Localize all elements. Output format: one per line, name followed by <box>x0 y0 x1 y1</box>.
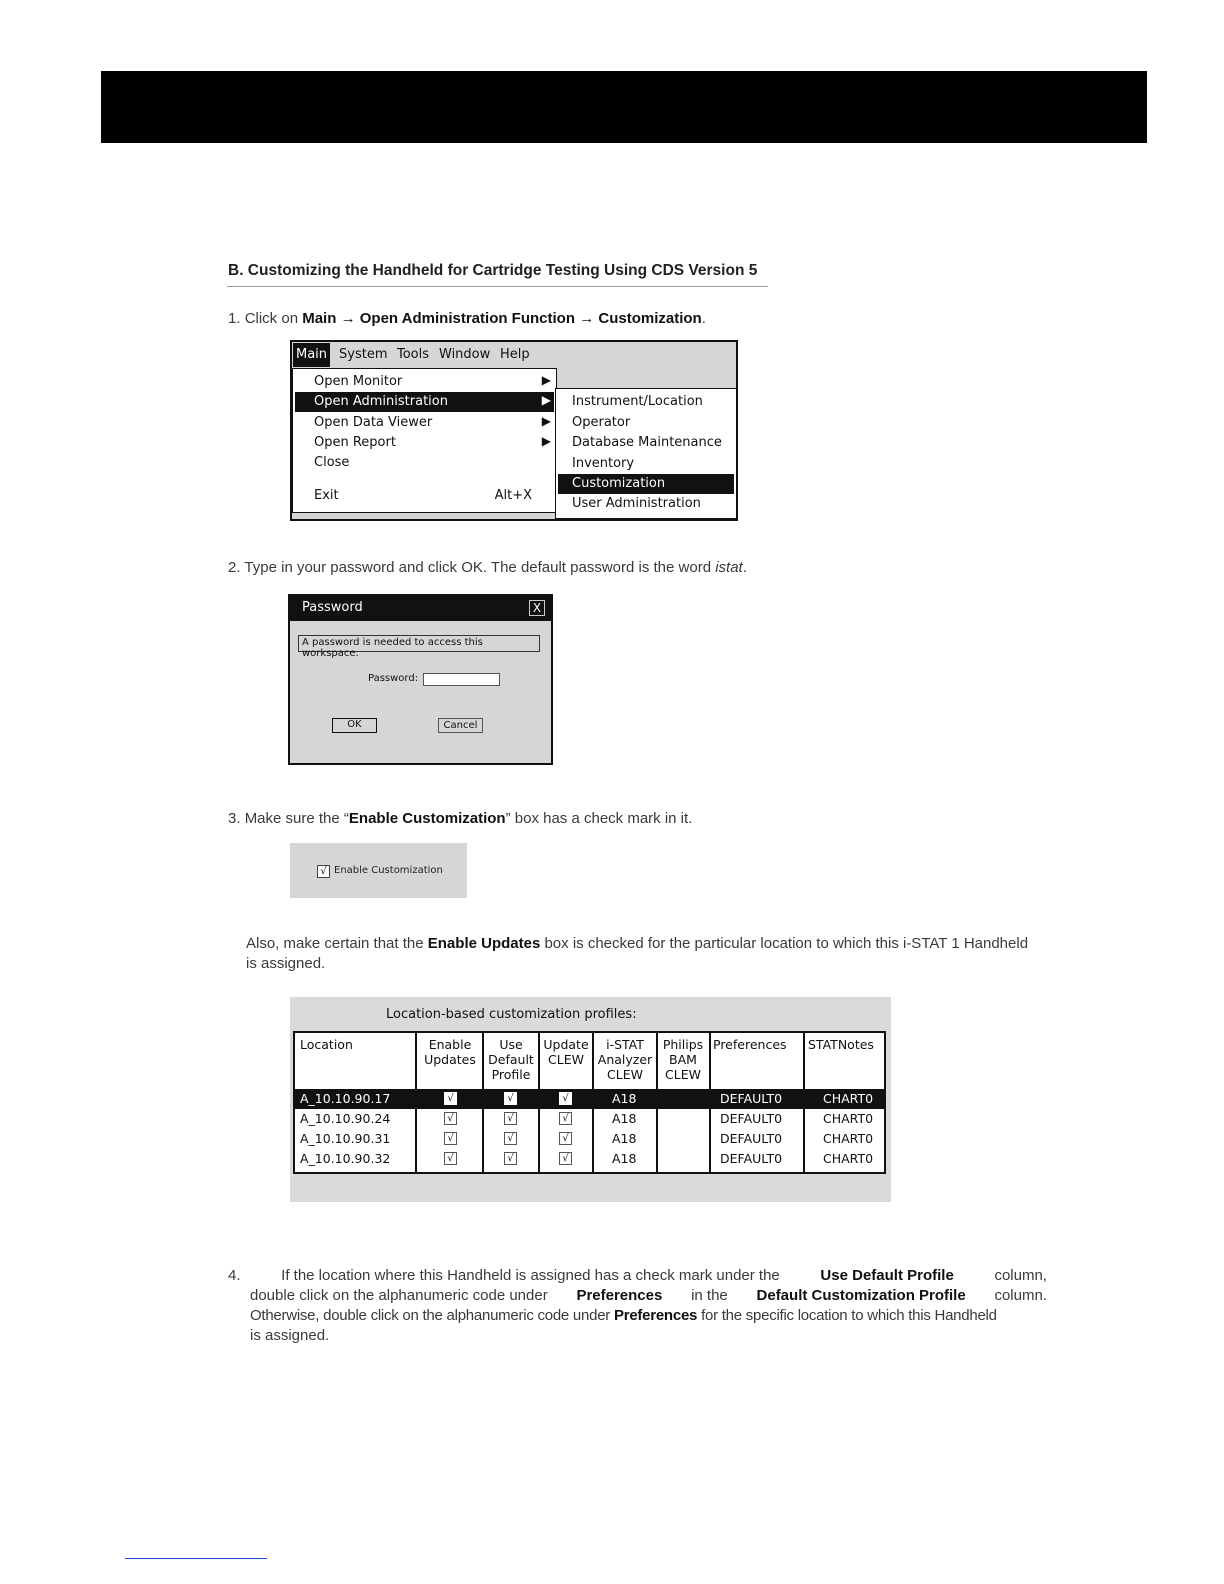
cell-istat: A18 <box>612 1111 637 1126</box>
column-divider <box>592 1033 594 1172</box>
cell-preferences[interactable]: DEFAULT0 <box>720 1111 783 1126</box>
cell-statnotes: CHART0 <box>823 1091 874 1106</box>
cell-statnotes: CHART0 <box>823 1131 874 1146</box>
update-clew-checkbox[interactable]: √ <box>559 1152 572 1165</box>
step-bold: Open Administration Function <box>359 310 576 327</box>
menu-help[interactable]: Help <box>500 347 530 362</box>
cell-istat: A18 <box>612 1151 637 1166</box>
also-paragraph-line2: is assigned. <box>246 955 326 972</box>
column-divider <box>538 1033 540 1172</box>
arrow-icon: → <box>340 310 356 327</box>
enable-updates-checkbox[interactable]: √ <box>444 1112 457 1125</box>
step-number: 2. <box>228 559 241 576</box>
table-row[interactable] <box>295 1129 884 1149</box>
submenu-item-customization[interactable]: Customization <box>558 474 734 494</box>
menu-item-open-data-viewer[interactable] <box>295 413 554 433</box>
step-text: Make sure the “ <box>244 810 349 824</box>
step-4-line-2 <box>250 1286 1047 1306</box>
col-header-text: CLEW <box>607 1067 643 1082</box>
col-header-text: Update <box>543 1037 589 1052</box>
col-header-statnotes <box>808 1037 874 1052</box>
menu-item-label: Open Monitor <box>314 374 403 389</box>
menu-item-exit[interactable] <box>295 486 554 506</box>
table-row[interactable] <box>295 1149 884 1169</box>
update-clew-checkbox[interactable]: √ <box>559 1112 572 1125</box>
menu-main[interactable]: Main <box>293 343 330 367</box>
password-input[interactable] <box>423 673 500 686</box>
cell-preferences[interactable]: DEFAULT0 <box>720 1151 783 1166</box>
menu-item-open-monitor[interactable] <box>295 372 554 392</box>
cell-preferences[interactable]: DEFAULT0 <box>720 1131 783 1146</box>
step-text: column. <box>994 1287 1047 1304</box>
col-header-text: Philips <box>662 1037 704 1052</box>
password-label: Password: <box>368 673 419 684</box>
menu-screenshot <box>290 340 738 521</box>
col-header-text: Analyzer <box>597 1052 653 1067</box>
step-bold: Default Customization Profile <box>756 1287 966 1304</box>
use-default-profile-checkbox[interactable]: √ <box>504 1152 517 1165</box>
menu-item-label: Open Report <box>314 435 396 450</box>
step-italic: istat <box>715 559 743 576</box>
menu-item-label: Exit <box>314 488 339 503</box>
step-text: for the specific location to which this Handheld <box>701 1307 997 1324</box>
profiles-table-screenshot <box>290 997 891 1202</box>
menu-window[interactable]: Window <box>439 347 491 362</box>
col-header-preferences <box>713 1037 787 1052</box>
menu-item-label: Open Administration <box>314 394 448 409</box>
enable-updates-checkbox[interactable]: √ <box>444 1152 457 1165</box>
col-header-text: Default <box>488 1052 534 1067</box>
cell-statnotes: CHART0 <box>823 1151 874 1166</box>
step-text: ” box has a check mark in it. <box>505 810 693 824</box>
dialog-title: Password <box>302 600 363 615</box>
step-text: . <box>742 559 747 576</box>
table-row[interactable] <box>295 1089 884 1109</box>
col-header-text: Preferences <box>713 1037 787 1052</box>
menu-tools[interactable]: Tools <box>397 347 430 362</box>
menu-item-open-report[interactable] <box>295 433 554 453</box>
table-title: Location-based customization profiles: <box>386 1007 637 1022</box>
step-bold: Use Default Profile <box>820 1267 954 1284</box>
submenu-arrow-icon: ▶ <box>541 373 551 387</box>
submenu-item-instrument-location[interactable]: Instrument/Location <box>572 394 703 409</box>
menu-bar <box>292 342 736 368</box>
menu-item-label: Close <box>314 455 350 470</box>
heading-divider <box>227 286 768 287</box>
cell-location: A_10.10.90.31 <box>300 1131 391 1146</box>
use-default-profile-checkbox[interactable]: √ <box>504 1132 517 1145</box>
cell-preferences[interactable]: DEFAULT0 <box>720 1091 783 1106</box>
column-divider <box>656 1033 658 1172</box>
step-bold: Preferences <box>576 1287 663 1304</box>
column-divider <box>803 1033 805 1172</box>
step-bold: Enable Customization <box>348 810 506 824</box>
profiles-table <box>293 1031 886 1174</box>
step-1 <box>228 309 706 329</box>
step-text: Click on <box>244 310 299 327</box>
ok-button[interactable]: OK <box>332 718 377 733</box>
dialog-message: A password is needed to access this workspace. <box>298 635 540 652</box>
step-text: double click on the alphanumeric code under <box>250 1287 548 1304</box>
step-4-line-1 <box>228 1266 1047 1286</box>
enable-updates-checkbox[interactable]: √ <box>444 1092 457 1105</box>
step-text: Otherwise, double click on the alphanumeric code under <box>250 1307 611 1324</box>
step-bold: Customization <box>598 310 702 327</box>
cell-location: A_10.10.90.32 <box>300 1151 391 1166</box>
step-text: Also, make certain that the <box>246 935 424 952</box>
enable-customization-checkbox[interactable]: √ <box>317 865 330 878</box>
submenu-arrow-icon: ▶ <box>541 414 551 428</box>
col-header-text: i-STAT <box>606 1037 644 1052</box>
step-4-line-3 <box>250 1306 997 1326</box>
use-default-profile-checkbox[interactable]: √ <box>504 1092 517 1105</box>
dialog-titlebar <box>290 596 551 621</box>
col-header-text: Location <box>300 1037 353 1052</box>
customization-screenshot <box>290 843 467 898</box>
submenu-item-inventory[interactable]: Inventory <box>572 456 635 471</box>
submenu-arrow-icon: ▶ <box>541 393 551 407</box>
table-row[interactable] <box>295 1109 884 1129</box>
enable-customization-label: Enable Customization <box>334 865 443 876</box>
update-clew-checkbox[interactable]: √ <box>559 1092 572 1105</box>
administration-submenu <box>555 388 737 519</box>
menu-item-open-administration[interactable] <box>295 392 554 412</box>
cell-location: A_10.10.90.17 <box>300 1091 391 1106</box>
close-icon[interactable]: X <box>529 600 545 616</box>
step-text: Type in your password and click OK. The default password is the word <box>244 559 712 576</box>
step-number: 1. <box>228 310 241 327</box>
col-header-text: CLEW <box>548 1052 584 1067</box>
cell-istat: A18 <box>612 1091 637 1106</box>
menu-item-close[interactable] <box>295 453 554 473</box>
col-header-update-clew <box>540 1037 592 1067</box>
column-divider <box>482 1033 484 1172</box>
step-text: column, <box>994 1267 1047 1284</box>
col-header-text: STATNotes <box>808 1037 874 1052</box>
step-number: 4. <box>228 1267 241 1284</box>
main-dropdown <box>292 368 557 513</box>
col-header-text: Updates <box>424 1052 476 1067</box>
shortcut-label: Alt+X <box>494 488 532 503</box>
section-heading: B. Customizing the Handheld for Cartridge Testing Using CDS Version 5 <box>228 262 758 279</box>
step-text: in the <box>691 1287 728 1304</box>
submenu-item-operator[interactable]: Operator <box>572 415 631 430</box>
header-bar <box>101 71 1147 143</box>
password-dialog <box>288 594 553 765</box>
col-header-enable-updates <box>422 1037 478 1067</box>
col-header-text: Enable <box>428 1037 472 1052</box>
col-header-location <box>300 1037 353 1052</box>
step-bold: Main <box>302 310 337 327</box>
update-clew-checkbox[interactable]: √ <box>559 1132 572 1145</box>
use-default-profile-checkbox[interactable]: √ <box>504 1112 517 1125</box>
step-bold: Enable Updates <box>427 935 541 952</box>
col-header-text: BAM <box>669 1052 697 1067</box>
also-paragraph <box>246 934 1028 954</box>
cell-location: A_10.10.90.24 <box>300 1111 391 1126</box>
step-number: 3. <box>228 810 241 824</box>
cell-statnotes: CHART0 <box>823 1111 874 1126</box>
col-header-use-default-profile <box>485 1037 537 1082</box>
col-header-text: Use <box>499 1037 523 1052</box>
menu-system[interactable]: System <box>339 347 388 362</box>
submenu-item-user-administration[interactable]: User Administration <box>572 496 701 511</box>
menu-item-label: Open Data Viewer <box>314 415 433 430</box>
col-header-text: Profile <box>491 1067 531 1082</box>
step-text: box is checked for the particular location to which this i-STAT 1 Handheld <box>544 935 1029 952</box>
col-header-philips-bam-clew <box>658 1037 708 1082</box>
footer-rule <box>125 1558 267 1559</box>
step-bold: Preferences <box>613 1307 698 1324</box>
col-header-text: CLEW <box>665 1067 701 1082</box>
column-divider <box>415 1033 417 1172</box>
step-2 <box>228 558 747 578</box>
step-4-line-2-row <box>250 1286 1047 1306</box>
step-4-line-4: is assigned. <box>250 1327 330 1344</box>
cancel-button[interactable]: Cancel <box>438 718 483 733</box>
submenu-arrow-icon: ▶ <box>541 434 551 448</box>
arrow-icon: → <box>579 310 595 327</box>
step-4 <box>228 1266 1047 1286</box>
cell-istat: A18 <box>612 1131 637 1146</box>
step-text: . <box>701 310 706 327</box>
col-header-istat-analyzer-clew <box>594 1037 656 1082</box>
column-divider <box>709 1033 711 1172</box>
step-text: If the location where this Handheld is assigned has a check mark under the <box>281 1267 780 1284</box>
submenu-item-database-maintenance[interactable]: Database Maintenance <box>572 435 722 450</box>
enable-updates-checkbox[interactable]: √ <box>444 1132 457 1145</box>
step-3 <box>228 809 692 824</box>
